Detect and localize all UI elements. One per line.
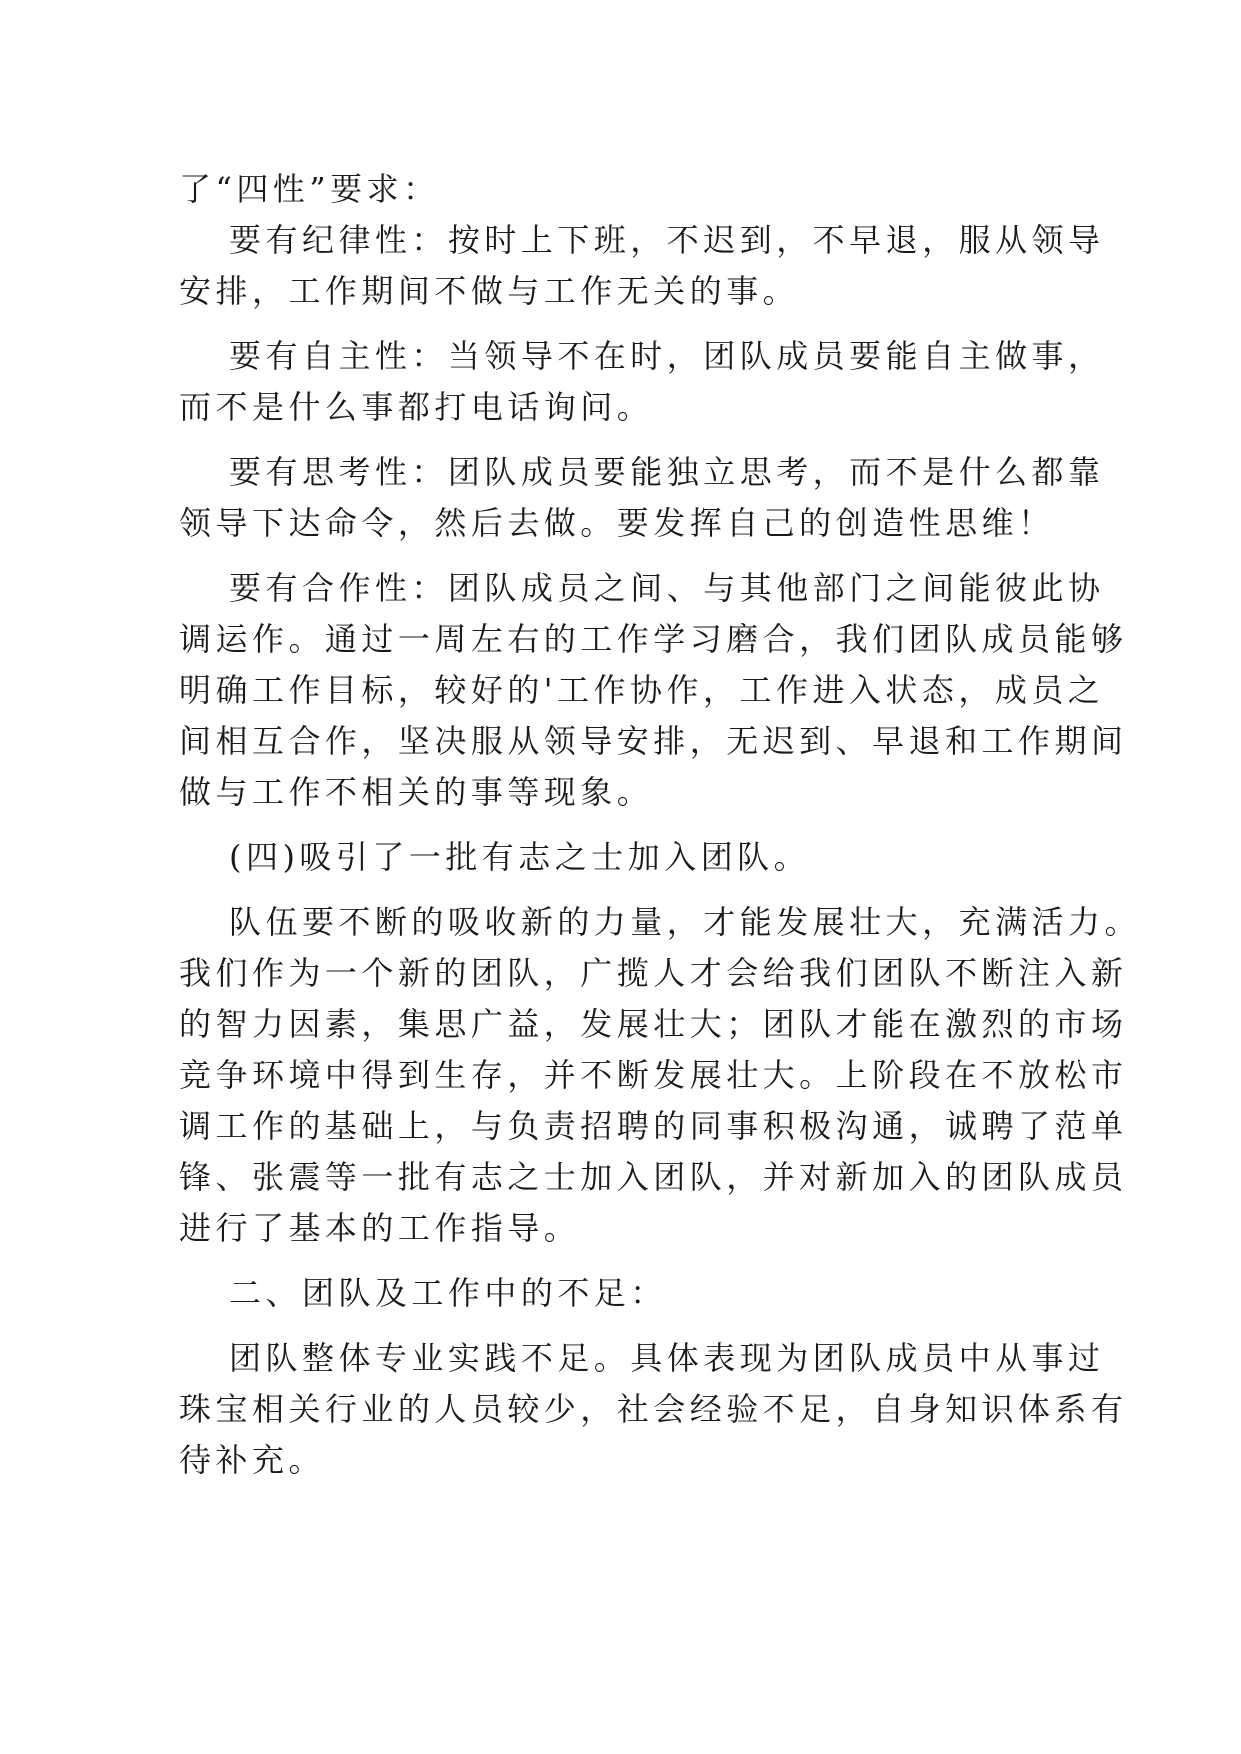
text-line: 调工作的基础上，与负责招聘的同事积极沟通，诚聘了范单	[179, 1107, 1128, 1145]
text-line: 二、团队及工作中的不足：	[229, 1274, 667, 1312]
text-line: 安排，工作期间不做与工作无关的事。	[179, 272, 800, 310]
text-line: 要有自主性：当领导不在时，团队成员要能自主做事，	[229, 337, 1105, 375]
text-line: 而不是什么事都打电话询问。	[179, 388, 654, 426]
text-line: 领导下达命令，然后去做。要发挥自己的创造性思维！	[179, 504, 1055, 542]
text-line: 做与工作不相关的事等现象。	[179, 773, 654, 811]
text-line: 要有合作性：团队成员之间、与其他部门之间能彼此协	[229, 569, 1105, 607]
text-line: 间相互合作，坚决服从领导安排，无迟到、早退和工作期间	[179, 722, 1128, 760]
text-line: 我们作为一个新的团队，广揽人才会给我们团队不断注入新	[179, 954, 1128, 992]
text-line: 明确工作目标，较好的'工作协作，工作进入状态，成员之	[179, 671, 1105, 709]
text-line: 队伍要不断的吸收新的力量，才能发展壮大，充满活力。	[229, 903, 1142, 941]
text-line: 竞争环境中得到生存，并不断发展壮大。上阶段在不放松市	[179, 1056, 1128, 1094]
text-line: 要有纪律性：按时上下班，不迟到，不早退，服从领导	[229, 221, 1105, 259]
text-line: 锋、张震等一批有志之士加入团队，并对新加入的团队成员	[179, 1158, 1128, 1196]
text-line: 调运作。通过一周左右的工作学习磨合，我们团队成员能够	[179, 620, 1128, 658]
text-line: 要有思考性：团队成员要能独立思考，而不是什么都靠	[229, 453, 1105, 491]
text-line: 珠宝相关行业的人员较少，社会经验不足，自身知识体系有	[179, 1390, 1128, 1428]
text-line: 待补充。	[179, 1441, 325, 1479]
text-line: 了“四性”要求：	[179, 170, 440, 208]
text-line: 团队整体专业实践不足。具体表现为团队成员中从事过	[229, 1339, 1105, 1377]
text-line: 的智力因素，集思广益，发展壮大；团队才能在激烈的市场	[179, 1005, 1128, 1043]
text-line: (四)吸引了一批有志之士加入团队。	[229, 838, 811, 876]
text-line: 进行了基本的工作指导。	[179, 1209, 581, 1247]
